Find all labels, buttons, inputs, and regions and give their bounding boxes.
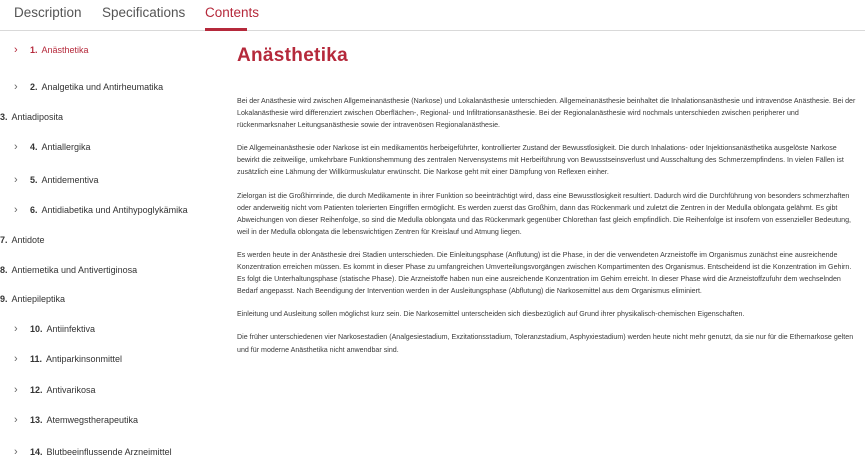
sidebar-item-analgetika[interactable]	[14, 77, 163, 97]
sidebar-item-antiemetika[interactable]	[0, 260, 137, 280]
sidebar-item-number: 13.	[30, 415, 43, 425]
sidebar-item-antivarikosa[interactable]	[14, 380, 96, 400]
sidebar-item-label: Antiemetika und Antivertiginosa	[11, 265, 138, 275]
content-paragraph: Bei der Anästhesie wird zwischen Allgemeinanästhesie (Narkose) und Lokalanästhesie unterschieden. Allgemeinanästhesie beinhaltet die Inhalationsanästhesie und intravenöse Anästhesie. Bei der Lokalanästhesie wird differenziert zwischen Oberflächen-, Regional- und Infiltrationsanästhesie. Bei der Regionalanästhesie wird nochmals unterschieden zwischen peripherer und rückenmarksnaher Leitungsanästhesie sowie der intravenösen Regionalanästhesie.	[237, 97, 856, 130]
sidebar-item-number: 6.	[30, 205, 38, 215]
active-tab-indicator	[205, 28, 247, 31]
sidebar-item-antiepileptika[interactable]	[0, 289, 65, 309]
sidebar-item-antidementiva[interactable]	[14, 170, 99, 190]
chevron-right-icon: ›	[14, 204, 18, 216]
sidebar-item-antiparkinsonmittel[interactable]	[14, 349, 122, 369]
sidebar-item-number: 9.	[0, 294, 8, 304]
sidebar-item-antidote[interactable]	[0, 230, 45, 250]
chevron-right-icon: ›	[14, 174, 18, 186]
sidebar-item-label: Antidote	[11, 235, 45, 245]
sidebar-item-antiadiposita[interactable]	[0, 107, 63, 127]
sidebar-item-number: 14.	[30, 447, 43, 456]
sidebar-item-label: Antidiabetika und Antihypoglykämika	[41, 205, 188, 215]
content-paragraph: Die Allgemeinanästhesie oder Narkose ist ein medikamentös herbeigeführter, kontrollierter Zustand der Bewusstlosigkeit. Die durch Inhalations- oder Injektionsanästhetika ausgelöste Narkose bewirkt die zeitweilige, umkehrbare Funktionshemmung des zentralen Nervensystems mit Herbeiführung von Bewusstseinsverlust und Ausschaltung des Schmerzempfindens. In vielen Fällen ist zusätzlich eine Lähmung der Willkürmuskulatur erwünscht. Die Narkose geht mit einer Dämpfung von Reflexen einher.	[237, 144, 844, 177]
sidebar-item-number: 7.	[0, 235, 8, 245]
sidebar-item-label: Antiinfektiva	[46, 324, 96, 334]
sidebar-item-label: Anästhetika	[41, 45, 89, 55]
sidebar-item-label: Atemwegstherapeutika	[46, 415, 139, 425]
tab-bar	[0, 0, 865, 31]
sidebar-item-number: 5.	[30, 175, 38, 185]
chevron-right-icon: ›	[14, 414, 18, 426]
sidebar-item-label: Antiepileptika	[11, 294, 66, 304]
sidebar-item-antiallergika[interactable]	[14, 137, 91, 157]
chevron-right-icon: ›	[14, 141, 18, 153]
sidebar-item-blutbeeinflussende[interactable]	[14, 442, 172, 456]
sidebar-item-number: 8.	[0, 265, 8, 275]
sidebar-item-label: Antiadiposita	[11, 112, 64, 122]
sidebar-item-label: Antiallergika	[41, 142, 91, 152]
content-article	[237, 45, 857, 367]
content-paragraph: Einleitung und Ausleitung sollen möglichst kurz sein. Die Narkosemittel unterscheiden sich diesbezüglich auf Grund ihrer physikalisch-chemischen Eigenschaften.	[237, 310, 745, 319]
chevron-right-icon: ›	[14, 353, 18, 365]
chevron-right-icon: ›	[14, 323, 18, 335]
sidebar-item-label: Antiparkinsonmittel	[46, 354, 123, 364]
content-paragraph: Zielorgan ist die Großhirnrinde, die durch Medikamente in ihrer Funktion so beeinträchtigt wird, dass eine Bewusstlosigkeit resultiert. Dadurch wird die Durchführung von besonders schmerzhaften oder anderweitig nicht vom Patienten tolerierten Eingriffen ermöglicht. Es werden zuerst das Großhirn, dann das Rückenmark und zuletzt die Zentren in der Medulla oblongata gelähmt. Es gibt Abweichungen von dieser Reihenfolge, so sind die Medulla oblongata und das Rückenmark gegenüber Chlorethan fast gleich empfindlich. Die Reihenfolge ist insofern von essenzieller Bedeutung, weil in der Medulla oblongata die lebenswichtigen Zentren für Kreislauf und Atmung liegen.	[237, 191, 851, 236]
chevron-right-icon: ›	[14, 44, 18, 56]
sidebar-item-antiinfektiva[interactable]	[14, 319, 95, 339]
sidebar-item-label: Antidementiva	[41, 175, 99, 185]
sidebar-item-label: Analgetika und Antirheumatika	[41, 82, 164, 92]
content-paragraph: Es werden heute in der Anästhesie drei Stadien unterschieden. Die Einleitungsphase (Anflutung) ist die Phase, in der die verwendeten Arzneistoffe im Organismus zunächst eine ausreichende Konzentration erreichen müssen. Es kommt in dieser Phase zu umfangreichen Umverteilungsvorgängen zwischen Kompartimenten des Organismus. Entscheidend ist die Konzentration im Gehirn. Es folgt die Unterhaltungsphase (statische Phase). Die Arzneistoffe haben nun eine ausreichende Konzentration im Gehirn erreicht. In dieser Phase wird die Arzneistoffzufuhr dem wechselnden Bedarf angepasst. Nach Beendigung der Intervention werden in der Ausleitungsphase (Abflutung) die Narkosemittel aus dem Organismus eliminiert.	[237, 250, 852, 296]
sidebar-item-number: 3.	[0, 112, 8, 122]
chevron-right-icon: ›	[14, 81, 18, 93]
sidebar-item-number: 12.	[30, 385, 43, 395]
tab-description[interactable]: Description	[14, 5, 82, 20]
sidebar-item-atemwegstherapeutika[interactable]	[14, 410, 138, 430]
chevron-right-icon: ›	[14, 384, 18, 396]
sidebar-item-label: Blutbeeinflussende Arzneimittel	[46, 447, 172, 456]
tab-contents[interactable]: Contents	[205, 5, 260, 20]
content-paragraph: Die früher unterschiedenen vier Narkosestadien (Analgesiestadium, Exzitationsstadium, Toleranzstadium, Asphyxiestadium) werden heute nicht mehr genutzt, da sie nur für die Ethernarkose gelten und für moderne Anästhetika nicht anwendbar sind.	[237, 333, 854, 354]
sidebar-item-number: 4.	[30, 142, 38, 152]
sidebar-item-number: 10.	[30, 324, 43, 334]
tab-specifications[interactable]: Specifications	[102, 5, 186, 20]
sidebar-item-number: 11.	[30, 354, 43, 364]
sidebar-item-label: Antivarikosa	[46, 385, 96, 395]
sidebar-item-antidiabetika[interactable]	[14, 200, 188, 220]
sidebar-item-anaesthetika[interactable]	[14, 40, 89, 60]
sidebar-item-number: 1.	[30, 45, 38, 55]
sidebar-item-number: 2.	[30, 82, 38, 92]
chevron-right-icon: ›	[14, 446, 18, 456]
page-title: Anästhetika	[237, 45, 349, 66]
